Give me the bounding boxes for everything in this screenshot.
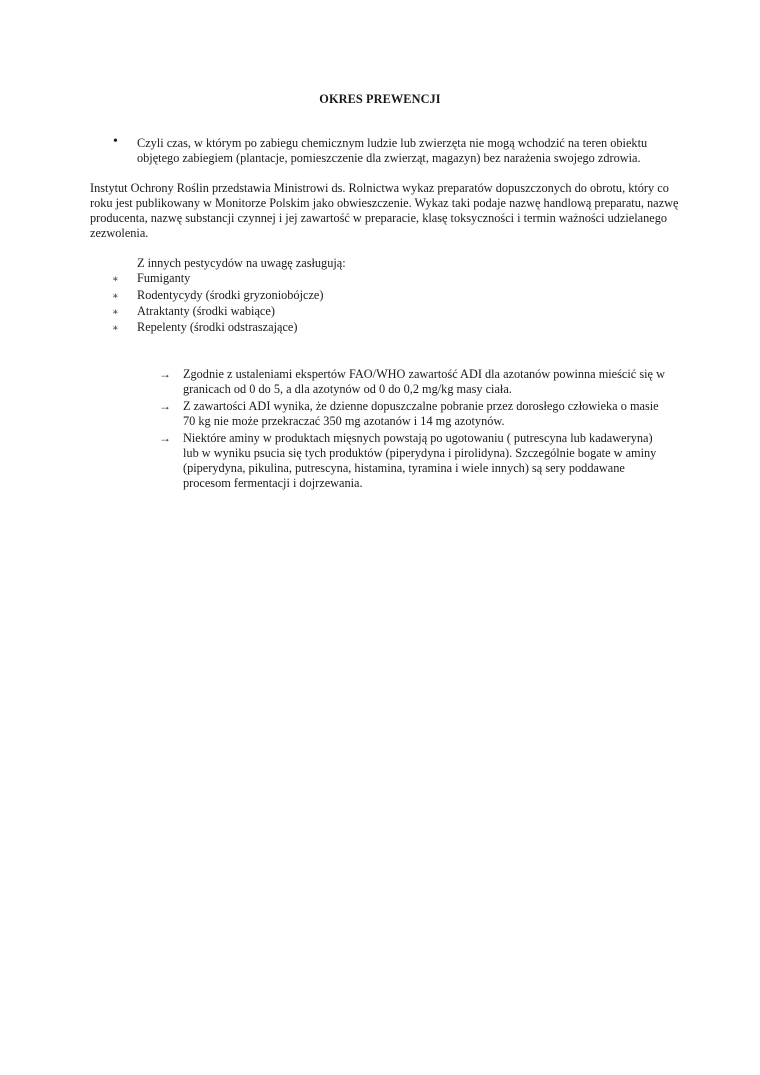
arrow-right-icon: → [159,367,171,381]
asterisk-icon: ∗ [112,323,119,334]
arrow-right-icon: → [159,399,171,413]
pesticide-label: Rodentycydy (środki gryzoniobójcze) [137,288,324,302]
institute-paragraph: Instytut Ochrony Roślin przedstawia Ministrowi ds. Rolnictwa wykaz preparatów dopuszczonych do obrotu, który co roku jest publikowany w Monitorze Polskim jako obwieszczenie. Wykaz taki podaje nazwę handlową preparatu, nazwę producenta, nazwę substancji czynnej i jej zawartość w preparacie, klasę toksyczności i termin ważności udzielanego zezwolenia. [90,181,679,240]
bullet-dot-icon: • [113,134,118,149]
note-text: Niektóre aminy w produktach mięsnych powstają po ugotowaniu ( putrescyna lub kadaweryna) lub w wyniku psucia się tych produktów (piperydyna i pirolidyna). Szczególnie bogate w aminy (piperydyna, pikulina, putrescyna, histamina, tyramina i wiele innych) są sery poddawane procesom fermentacji i dojrzewania. [183,431,657,490]
document-title: OKRES PREWENCJI [319,92,441,106]
note-text: Zgodnie z ustaleniami ekspertów FAO/WHO zawartość ADI dla azotanów powinna mieścić się w granicach od 0 do 5, a dla azotynów od 0 do 0,2 mg/kg masy ciała. [183,367,665,396]
note-text: Z zawartości ADI wynika, że dzienne dopuszczalne pobranie przez dorosłego człowieka o masie 70 kg nie może przekraczać 350 mg azotanów i 14 mg azotynów. [183,399,659,428]
pesticide-label: Atraktanty (środki wabiące) [137,304,275,318]
pesticides-intro: Z innych pestycydów na uwagę zasługują: [137,256,346,270]
asterisk-icon: ∗ [112,274,119,285]
asterisk-icon: ∗ [112,307,119,318]
definition-text: Czyli czas, w którym po zabiegu chemicznym ludzie lub zwierzęta nie mogą wchodzić na teren obiektu objętego zabiegiem (plantacje, pomieszczenie dla zwierząt, magazyn) bez narażenia swojego zdrowia. [137,136,648,165]
arrow-right-icon: → [159,431,171,445]
pesticide-label: Repelenty (środki odstraszające) [137,320,298,334]
asterisk-icon: ∗ [112,291,119,302]
pesticide-label: Fumiganty [137,271,191,285]
